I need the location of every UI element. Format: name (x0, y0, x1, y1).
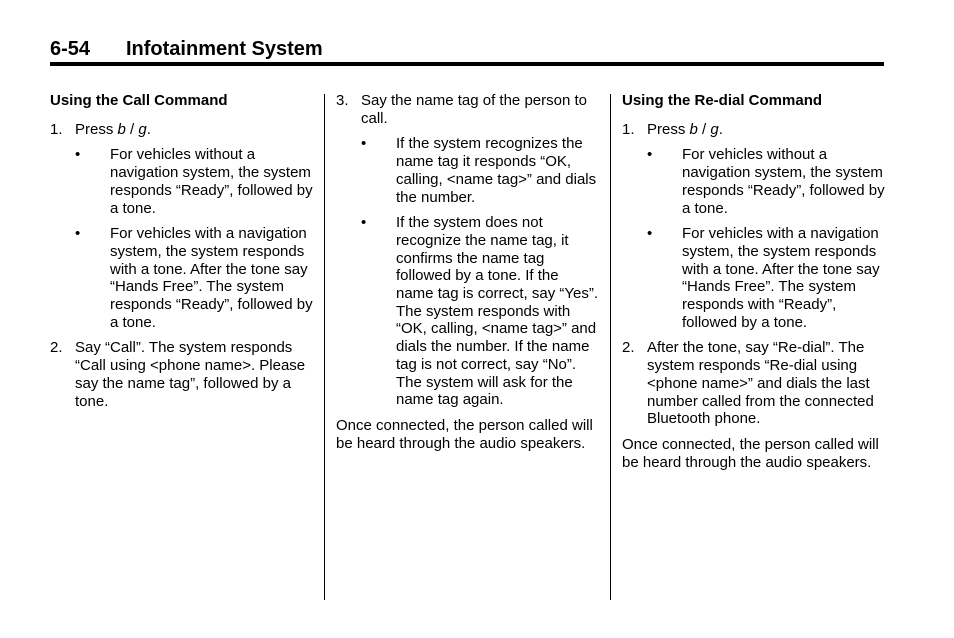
bullet-icon: • (361, 135, 367, 153)
section-heading: Using the Call Command (50, 92, 228, 109)
step-number: 2. (50, 339, 63, 357)
page-number: 6-54 (50, 38, 91, 60)
step-text: Press (75, 120, 118, 138)
bullet-icon: • (647, 225, 653, 243)
bullet-text: If the system recognizes the name tag it responds “OK, calling, <name tag>” and dials the number. (396, 135, 597, 206)
separator: / (697, 120, 711, 138)
step-text-end: . (718, 120, 723, 138)
voice-recognition-icon: g (710, 120, 719, 138)
bullet-text: For vehicles with a navigation system, the system responds with a tone. After the tone say “Hands Free”. The system responds “Ready”, followed by a tone. (110, 225, 313, 331)
step-3 (336, 92, 600, 127)
step-text: Say the name tag of the person to call. (361, 92, 587, 127)
phone-icon: b (117, 120, 126, 138)
closing-paragraph: Once connected, the person called will be heard through the audio speakers. (622, 435, 879, 471)
step-2 (50, 339, 314, 410)
column-divider-1 (324, 94, 325, 600)
header-rule (50, 62, 884, 66)
bullet-icon: • (647, 146, 653, 164)
column-2 (336, 92, 600, 452)
phone-icon: b (689, 120, 698, 138)
step-number: 1. (50, 120, 63, 138)
section-title: Infotainment System (126, 38, 323, 60)
column-1 (50, 92, 314, 418)
step-number: 1. (622, 120, 635, 138)
bullet-text: For vehicles without a navigation system, the system responds “Ready”, followed by a tone. (110, 146, 313, 217)
step-number: 3. (336, 92, 349, 109)
column-3 (622, 92, 886, 471)
bullet-item (75, 225, 314, 331)
bullet-icon: • (75, 146, 81, 164)
bullet-text: If the system does not recognize the name tag, it confirms the name tag followed by a tone. If the name tag is correct, say “Yes”. The system responds with “OK, calling, <name tag>” and dials the number. If the name tag is not correct, say “No”. The system will ask for the name tag again. (396, 214, 599, 409)
bullet-item (647, 146, 886, 217)
step-1 (50, 121, 314, 139)
column-divider-2 (610, 94, 611, 600)
bullet-item (361, 214, 600, 409)
bullet-text: For vehicles without a navigation system, the system responds “Ready”, followed by a tone. (682, 146, 885, 217)
bullet-text: For vehicles with a navigation system, the system responds with a tone. After the tone say “Hands Free”. The system responds with “Ready”, followed by a tone. (682, 225, 880, 331)
bullet-item (75, 146, 314, 217)
step-2 (622, 339, 886, 428)
step-number: 2. (622, 339, 635, 357)
bullet-icon: • (361, 214, 367, 232)
bullet-icon: • (75, 225, 81, 243)
separator: / (125, 120, 139, 138)
step-1 (622, 121, 886, 139)
step-text: Press (647, 120, 690, 138)
bullet-item (647, 225, 886, 331)
section-heading: Using the Re-dial Command (622, 92, 823, 109)
step-text: Say “Call”. The system responds “Call using <phone name>. Please say the name tag”, followed by a tone. (75, 339, 306, 410)
voice-recognition-icon: g (138, 120, 147, 138)
step-text: After the tone, say “Re-dial”. The system responds “Re-dial using <phone name>” and dials the last number called from the connected Bluetooth phone. (647, 339, 874, 428)
bullet-item (361, 135, 600, 206)
closing-paragraph: Once connected, the person called will be heard through the audio speakers. (336, 416, 593, 452)
step-text-end: . (146, 120, 151, 138)
